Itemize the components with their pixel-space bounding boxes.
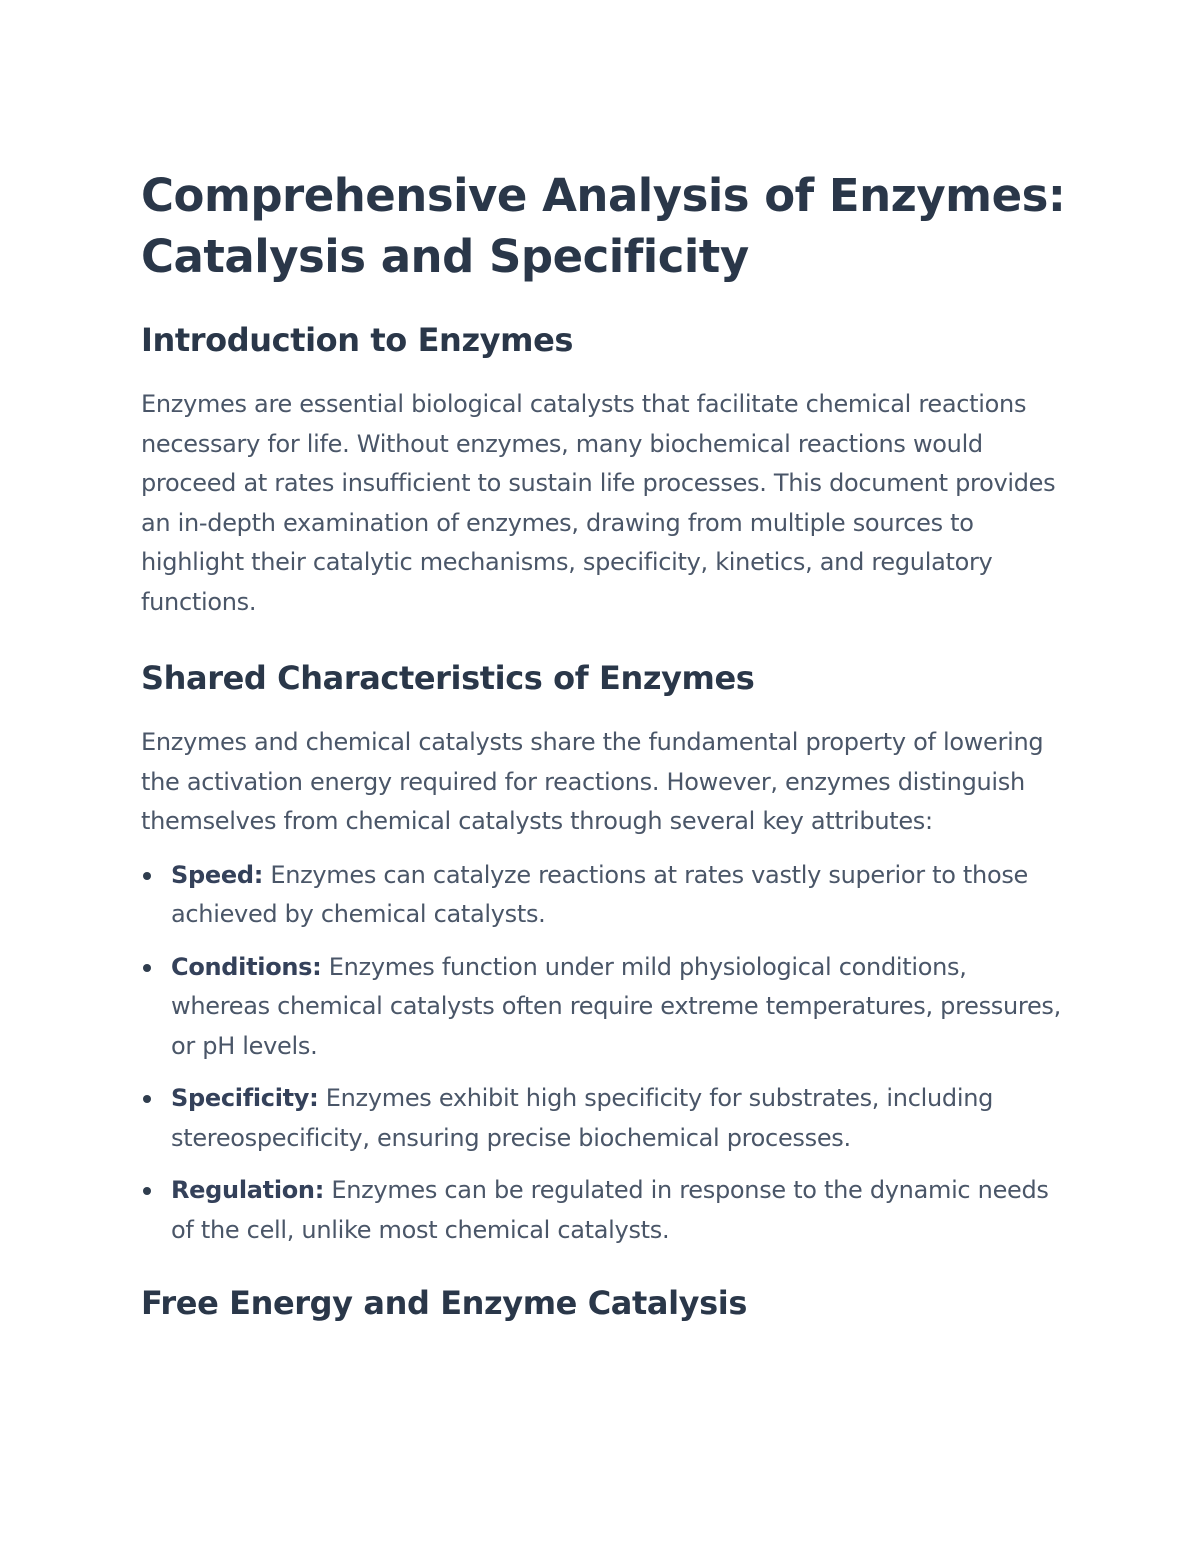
list-item-term: Conditions: [171, 952, 322, 981]
shared-characteristics-paragraph: Enzymes and chemical catalysts share the fundamental property of lowering the activation energy required for reactions. However, enzymes distinguish themselves from chemical catalysts through several key attributes: [141, 728, 1044, 835]
characteristics-list [141, 856, 1066, 1251]
introduction-paragraph: Enzymes are essential biological catalysts that facilitate chemical reactions necessary for life. Without enzymes, many biochemical reactions would proceed at rates insufficient to sustain life processes. This document provides an in-depth examination of enzymes, drawing from multiple sources to highlight their catalytic mechanisms, specificity, kinetics, and regulatory functions. [141, 390, 1056, 616]
section-heading-free-energy: Free Energy and Enzyme Catalysis [141, 1284, 747, 1322]
list-item-regulation [141, 1171, 1066, 1250]
list-item-term: Speed: [171, 860, 263, 889]
list-item-speed [141, 856, 1066, 935]
list-item-text: Enzymes function under mild physiological conditions, whereas chemical catalysts often require extreme temperatures, pressures, or pH levels. [171, 952, 1061, 1060]
list-item-term: Specificity: [171, 1084, 319, 1112]
bullet-icon [143, 1187, 151, 1195]
list-item-text: Enzymes can be regulated in response to the dynamic needs of the cell, unlike most chemical catalysts. [171, 1176, 1049, 1244]
section-heading-shared-characteristics: Shared Characteristics of Enzymes [141, 659, 755, 697]
list-item-text: Enzymes exhibit high specificity for substrates, including stereospecificity, ensuring precise biochemical processes. [171, 1084, 994, 1152]
list-item-text: Enzymes can catalyze reactions at rates vastly superior to those achieved by chemical catalysts. [171, 860, 1029, 928]
bullet-icon [143, 964, 151, 972]
list-item-specificity [141, 1079, 1066, 1158]
bullet-icon [143, 1095, 151, 1103]
bullet-icon [143, 872, 151, 880]
document-title: Comprehensive Analysis of Enzymes: Catalysis and Specificity [141, 169, 1066, 283]
list-item-conditions [141, 948, 1066, 1067]
section-heading-introduction: Introduction to Enzymes [141, 321, 574, 359]
list-item-term: Regulation: [171, 1176, 325, 1204]
document-page [141, 165, 1066, 1324]
